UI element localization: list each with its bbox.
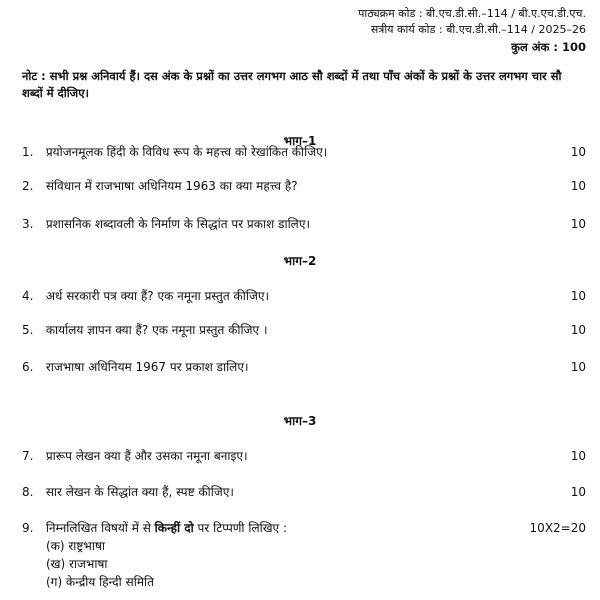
question-marks: 10X2=20 bbox=[529, 521, 586, 535]
question-text: कार्यालय ज्ञापन क्या हैं? एक नमूना प्रस्तुत कीजिए । bbox=[45, 323, 268, 337]
question-text: संविधान में राजभाषा अधिनियम 1963 का क्या महत्त्व है? bbox=[45, 179, 298, 193]
question-marks: 10 bbox=[570, 360, 586, 374]
total-marks: कुल अंक : 100 bbox=[511, 40, 586, 54]
question-marks: 10 bbox=[570, 217, 586, 231]
option-item: (ग) केन्द्रीय हिन्दी समिति bbox=[46, 575, 154, 589]
question-7 bbox=[22, 448, 248, 464]
question-number: 2. bbox=[22, 179, 34, 193]
question-1 bbox=[22, 144, 327, 160]
question-text-emphasis: किन्हीं दो bbox=[154, 521, 194, 535]
course-code: पाठ्यक्रम कोड : बी.एच.डी.सी.–114 / बी.ए.एच.डी.एच. bbox=[358, 7, 586, 20]
question-marks: 10 bbox=[570, 289, 586, 303]
question-text: अर्ध सरकारी पत्र क्या हैं? एक नमूना प्रस्तुत कीजिए। bbox=[45, 289, 270, 303]
option-item: (क) राष्ट्रभाषा bbox=[46, 539, 106, 553]
question-3 bbox=[22, 216, 310, 232]
question-marks: 10 bbox=[570, 323, 586, 337]
question-5 bbox=[22, 322, 268, 338]
question-number: 5. bbox=[22, 323, 34, 337]
question-text: राजभाषा अधिनियम 1967 पर प्रकाश डालिए। bbox=[45, 360, 249, 374]
question-2 bbox=[22, 178, 298, 194]
section-title-2: भाग–2 bbox=[283, 254, 317, 268]
question-number: 7. bbox=[22, 449, 34, 463]
assignment-code: सत्रीय कार्य कोड : बी.एच.डी.सी.–114 / 2025–26 bbox=[370, 23, 586, 36]
question-text: निम्नलिखित विषयों में से bbox=[45, 521, 151, 535]
question-text: प्रशासनिक शब्दावली के निर्माण के सिद्धांत पर प्रकाश डालिए। bbox=[45, 217, 310, 231]
question-marks: 10 bbox=[570, 449, 586, 463]
question-number: 3. bbox=[22, 217, 34, 231]
question-number: 6. bbox=[22, 360, 34, 374]
section-title-1: भाग–1 bbox=[283, 134, 317, 148]
instructions-note: नोट : सभी प्रश्न अनिवार्य हैं। दस अंक के प्रश्नों का उत्तर लगभग आठ सौ शब्दों में तथा पाँच अंकों के प्रश्नों के उत्तर लगभग चार सौ शब्दों में दीजिए। bbox=[22, 69, 562, 100]
question-text: पर टिप्पणी लिखिए : bbox=[197, 521, 288, 535]
question-8 bbox=[22, 484, 234, 500]
question-number: 9. bbox=[22, 521, 34, 535]
question-4 bbox=[22, 288, 269, 304]
option-item: (ख) राजभाषा bbox=[46, 557, 108, 571]
question-text: प्रारूप लेखन क्या हैं और उसका नमूना बनाइए। bbox=[45, 449, 248, 463]
question-marks: 10 bbox=[570, 145, 586, 159]
question-number: 8. bbox=[22, 485, 34, 499]
question-6 bbox=[22, 359, 249, 375]
question-9 bbox=[22, 520, 287, 536]
question-text: प्रयोजनमूलक हिंदी के विविध रूप के महत्त्व को रेखांकित कीजिए। bbox=[45, 145, 328, 159]
question-number: 4. bbox=[22, 289, 34, 303]
question-marks: 10 bbox=[570, 485, 586, 499]
question-marks: 10 bbox=[570, 179, 586, 193]
question-number: 1. bbox=[22, 145, 34, 159]
section-title-3: भाग–3 bbox=[283, 414, 317, 428]
question-text: सार लेखन के सिद्धांत क्या हैं, स्पष्ट कीजिए। bbox=[45, 485, 234, 499]
